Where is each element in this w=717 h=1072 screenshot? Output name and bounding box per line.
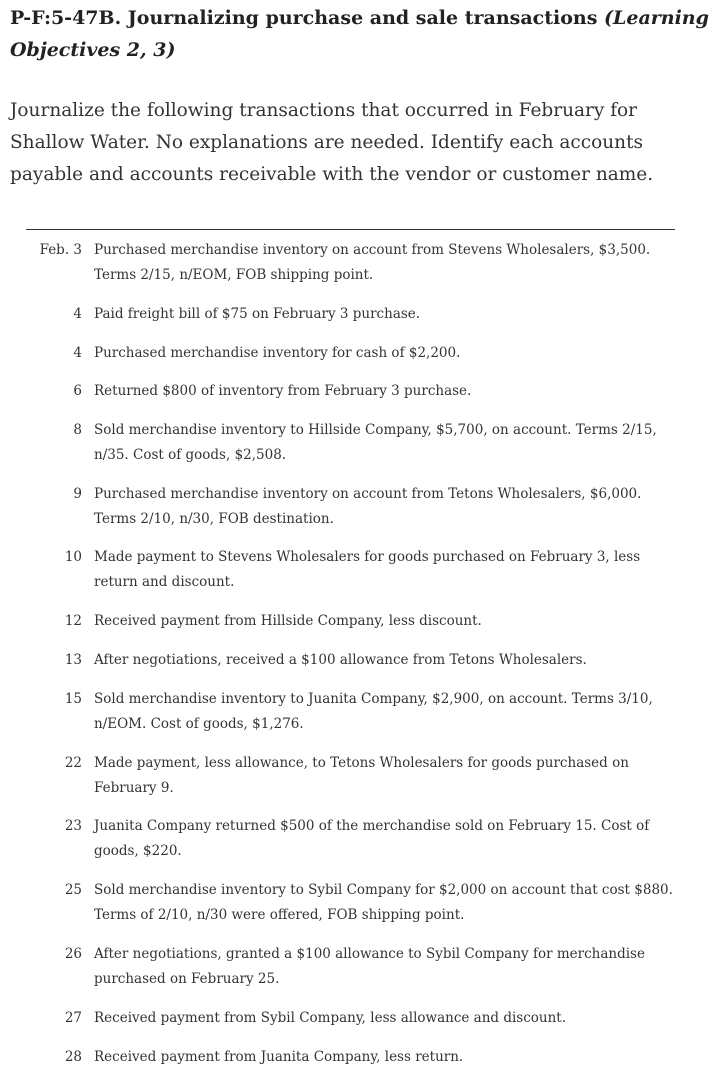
transaction-description: Received payment from Hillside Company, less discount. bbox=[94, 613, 482, 629]
transaction-description: Made payment, less allowance, to Tetons Wholesalers for goods purchased on February 9. bbox=[94, 755, 629, 796]
instructions-paragraph: Journalize the following transactions that occurred in February for Shallow Water. No explanations are needed. Identify each accounts payable and accounts receivable with the vendor or customer name. bbox=[10, 100, 654, 185]
transaction-description: Received payment from Juanita Company, less return. bbox=[94, 1049, 464, 1065]
problem-title: P-F:5-47B. Journalizing purchase and sale transactions bbox=[10, 7, 598, 29]
transaction-description: Juanita Company returned $500 of the merchandise sold on February 15. Cost of goods, $220. bbox=[94, 818, 650, 859]
divider-line bbox=[26, 229, 675, 230]
transaction-date: Feb. 3 bbox=[39, 242, 82, 258]
transaction-date: 4 bbox=[73, 306, 82, 322]
transaction-date: 26 bbox=[64, 946, 82, 962]
transaction-description: Sold merchandise inventory to Juanita Company, $2,900, on account. Terms 3/10, n/EOM. Cost of goods, $1,276. bbox=[94, 691, 653, 732]
transaction-date: 27 bbox=[64, 1010, 82, 1026]
transaction-description: Returned $800 of inventory from February 3 purchase. bbox=[94, 383, 472, 399]
transaction-date: 6 bbox=[73, 383, 82, 399]
transaction-description: Purchased merchandise inventory for cash of $2,200. bbox=[94, 345, 461, 361]
transaction-description: After negotiations, received a $100 allowance from Tetons Wholesalers. bbox=[94, 652, 587, 668]
transaction-description: Sold merchandise inventory to Hillside Company, $5,700, on account. Terms 2/15, n/35. Cost of goods, $2,508. bbox=[94, 422, 657, 463]
transaction-date: 8 bbox=[73, 422, 82, 438]
transaction-date: 13 bbox=[64, 652, 82, 668]
transaction-date: 9 bbox=[73, 486, 82, 502]
transaction-date: 22 bbox=[64, 755, 82, 771]
transaction-description: After negotiations, granted a $100 allowance to Sybil Company for merchandise purchased on February 25. bbox=[94, 946, 645, 987]
transaction-date: 12 bbox=[64, 613, 82, 629]
transaction-date: 23 bbox=[64, 818, 82, 834]
transaction-date: 28 bbox=[64, 1049, 82, 1065]
transaction-date: 15 bbox=[64, 691, 82, 707]
transaction-description: Purchased merchandise inventory on account from Tetons Wholesalers, $6,000. Terms 2/10, n/30, FOB destination. bbox=[94, 486, 642, 527]
transaction-description: Purchased merchandise inventory on account from Stevens Wholesalers, $3,500. Terms 2/15, n/EOM, FOB shipping point. bbox=[94, 242, 651, 283]
problem-header bbox=[10, 2, 710, 66]
transaction-date: 25 bbox=[64, 882, 82, 898]
transaction-description: Made payment to Stevens Wholesalers for goods purchased on February 3, less return and discount. bbox=[94, 549, 641, 590]
transaction-description: Sold merchandise inventory to Sybil Company for $2,000 on account that cost $880. Terms of 2/10, n/30 were offered, FOB shipping point. bbox=[94, 882, 673, 923]
transaction-date: 10 bbox=[64, 549, 82, 565]
transaction-description: Paid freight bill of $75 on February 3 purchase. bbox=[94, 306, 421, 322]
transaction-date: 4 bbox=[73, 345, 82, 361]
transaction-description: Received payment from Sybil Company, less allowance and discount. bbox=[94, 1010, 567, 1026]
learning-objectives: (Learning Objectives 2, 3) bbox=[10, 7, 709, 61]
